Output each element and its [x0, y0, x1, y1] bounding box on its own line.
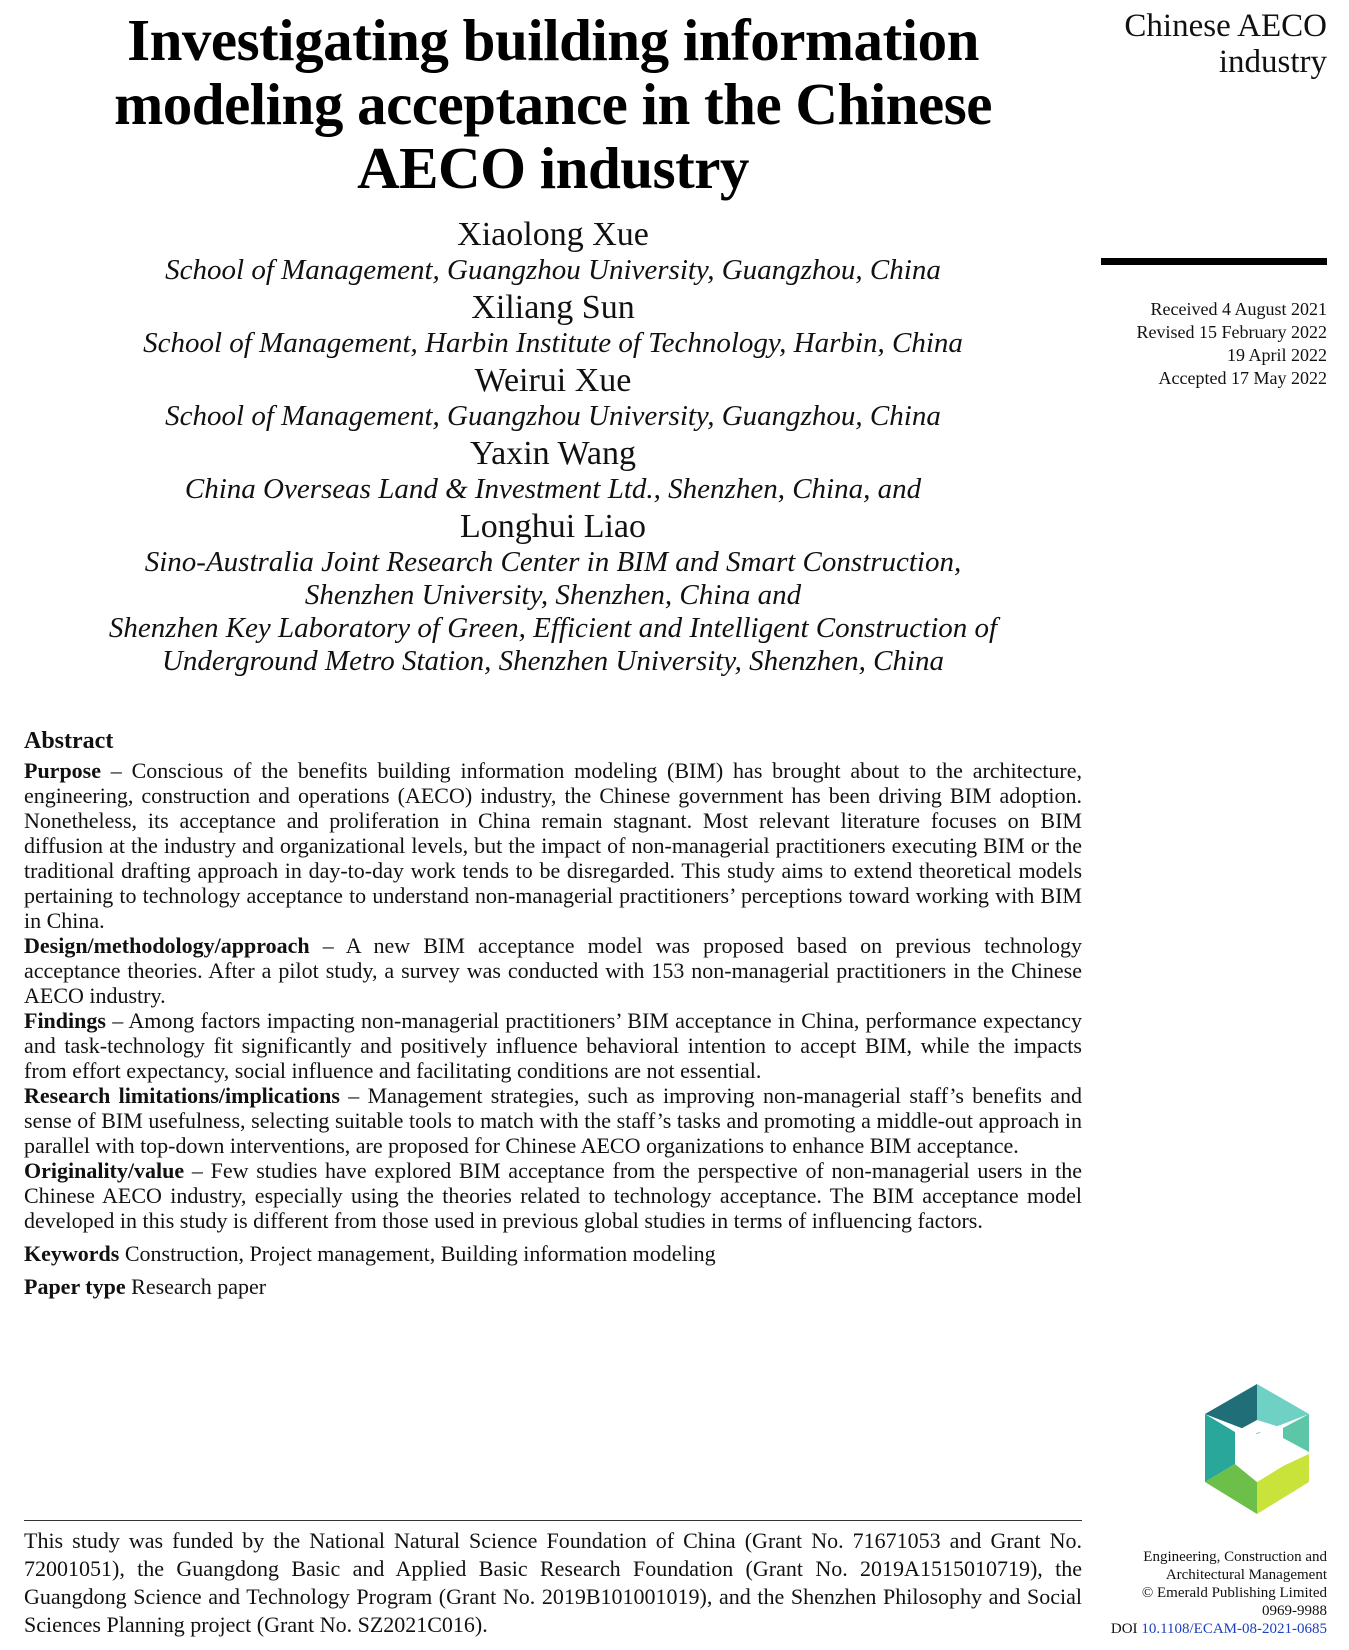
- issn: 0969-9988: [1262, 1603, 1327, 1619]
- section-separator: –: [184, 1158, 211, 1183]
- section-label: Findings: [24, 1008, 106, 1033]
- doi-label: DOI: [1110, 1621, 1138, 1637]
- paper-type-value: Research paper: [131, 1274, 267, 1299]
- author-affiliation: Underground Metro Station, Shenzhen University, Shenzhen, China: [161, 645, 945, 677]
- section-text: Among factors impacting non-managerial practitioners’ BIM acceptance in China, performance expectancy and task-technology fit significantly and positively influence behavioral intention to accept BIM, while the impacts from effort expectancy, social influence and facilitating conditions are not essential.: [24, 1008, 1082, 1083]
- section-text: A new BIM acceptance model was proposed based on previous technology acceptance theories. After a pilot study, a survey was conducted with 153 non-managerial practitioners in the Chinese AECO industry.: [24, 933, 1082, 1008]
- paper-title: [24, 8, 1082, 200]
- history-dates: [1097, 298, 1327, 390]
- publication-info: [1097, 1548, 1327, 1638]
- section-text: Management strategies, such as improving non-managerial staff’s benefits and sense of BIM usefulness, selecting suitable tools to match with the staff’s tasks and promoting a middle-out approach in parallel with top-down interventions, are proposed for Chinese AECO organizations to enhance BIM acceptance.: [24, 1083, 1083, 1158]
- section-separator: –: [105, 1008, 129, 1033]
- title-line: modeling acceptance in the Chinese: [114, 71, 992, 137]
- divider-rule: [1101, 258, 1327, 265]
- author-affiliation: School of Management, Guangzhou University, Guangzhou, China: [165, 254, 941, 286]
- title-line: AECO industry: [357, 135, 749, 201]
- main-column: [24, 8, 1082, 1299]
- journal-name-line: Engineering, Construction and: [1143, 1549, 1327, 1565]
- date-line: Accepted 17 May 2022: [1158, 368, 1327, 388]
- section-label: Originality/value: [24, 1158, 185, 1183]
- author-affiliation: Sino-Australia Joint Research Center in BIM and Smart Construction,: [144, 546, 962, 578]
- author-list: [24, 216, 1082, 678]
- section-separator: –: [309, 933, 346, 958]
- title-line: Investigating building information: [127, 7, 979, 73]
- hexagon-logo-icon: [1197, 1382, 1317, 1517]
- abstract-section-findings: [24, 1008, 1082, 1083]
- author-name: Xiliang Sun: [471, 289, 635, 326]
- paper-type: [24, 1274, 1082, 1299]
- author-name: Weirui Xue: [474, 362, 632, 399]
- abstract-section-design: [24, 933, 1082, 1008]
- section-label: Design/methodology/approach: [24, 933, 310, 958]
- doi-line: [1097, 1620, 1327, 1638]
- author-affiliation: China Overseas Land & Investment Ltd., Shenzhen, China, and: [184, 473, 922, 505]
- journal-name-line: Architectural Management: [1165, 1567, 1327, 1583]
- date-line: Revised 15 February 2022: [1136, 322, 1327, 342]
- doi-link[interactable]: 10.1108/ECAM-08-2021-0685: [1141, 1621, 1327, 1637]
- author-affiliation: School of Management, Harbin Institute of Technology, Harbin, China: [143, 327, 963, 359]
- section-label: Purpose: [24, 758, 101, 783]
- publisher: © Emerald Publishing Limited: [1141, 1585, 1327, 1601]
- abstract-section-originality: [24, 1158, 1082, 1233]
- abstract-section-limitations: [24, 1083, 1082, 1158]
- section-label: Research limitations/implications: [24, 1083, 340, 1108]
- abstract: [24, 726, 1082, 1299]
- keywords: [24, 1241, 1082, 1266]
- funding-footnote: This study was funded by the National Natural Science Foundation of China (Grant No. 71671053 and Grant No. 72001051), the Guangdong Basic and Applied Basic Research Foundation (Grant No. 2019A1515010719), the Guangdong Science and Technology Program (Grant No. 2019B101001019), and the Shenzhen Philosophy and Social Sciences Planning project (Grant No. SZ2021C016).: [24, 1520, 1082, 1639]
- abstract-section-purpose: [24, 758, 1082, 933]
- running-head-line: Chinese AECO: [1124, 8, 1327, 44]
- section-text: Conscious of the benefits building information modeling (BIM) has brought about to the architecture, engineering, construction and operations (AECO) industry, the Chinese government has been driving BIM adoption. Nonetheless, its acceptance and proliferation in China remain stagnant. Most relevant literature focuses on BIM diffusion at the industry and organizational levels, but the impact of non-managerial practitioners executing BIM or the traditional drafting approach in day-to-day work tends to be disregarded. This study aims to extend theoretical models pertaining to technology acceptance to understand non-managerial practitioners’ perceptions toward working with BIM in China.: [24, 758, 1083, 933]
- keywords-label: Keywords: [24, 1241, 120, 1266]
- section-text: Few studies have explored BIM acceptance from the perspective of non-managerial users in the Chinese AECO industry, especially using the theories related to technology acceptance. The BIM acceptance model developed in this study is different from those used in previous global studies in terms of influencing factors.: [24, 1158, 1082, 1233]
- keywords-value: Construction, Project management, Building information modeling: [124, 1241, 716, 1266]
- author-affiliation: Shenzhen Key Laboratory of Green, Efficient and Intelligent Construction of: [108, 612, 998, 644]
- paper-type-label: Paper type: [24, 1274, 126, 1299]
- author-name: Longhui Liao: [459, 508, 647, 545]
- running-head-line: industry: [1218, 44, 1327, 80]
- author-name: Yaxin Wang: [469, 435, 637, 472]
- date-line: Received 4 August 2021: [1150, 299, 1327, 319]
- author-name: Xiaolong Xue: [457, 216, 649, 253]
- author-affiliation: Shenzhen University, Shenzhen, China and: [304, 579, 802, 611]
- date-line: 19 April 2022: [1226, 345, 1327, 365]
- section-separator: –: [339, 1083, 368, 1108]
- abstract-heading: Abstract: [24, 728, 114, 754]
- running-head: [1097, 8, 1327, 80]
- section-separator: –: [101, 758, 132, 783]
- author-affiliation: School of Management, Guangzhou University, Guangzhou, China: [165, 400, 941, 432]
